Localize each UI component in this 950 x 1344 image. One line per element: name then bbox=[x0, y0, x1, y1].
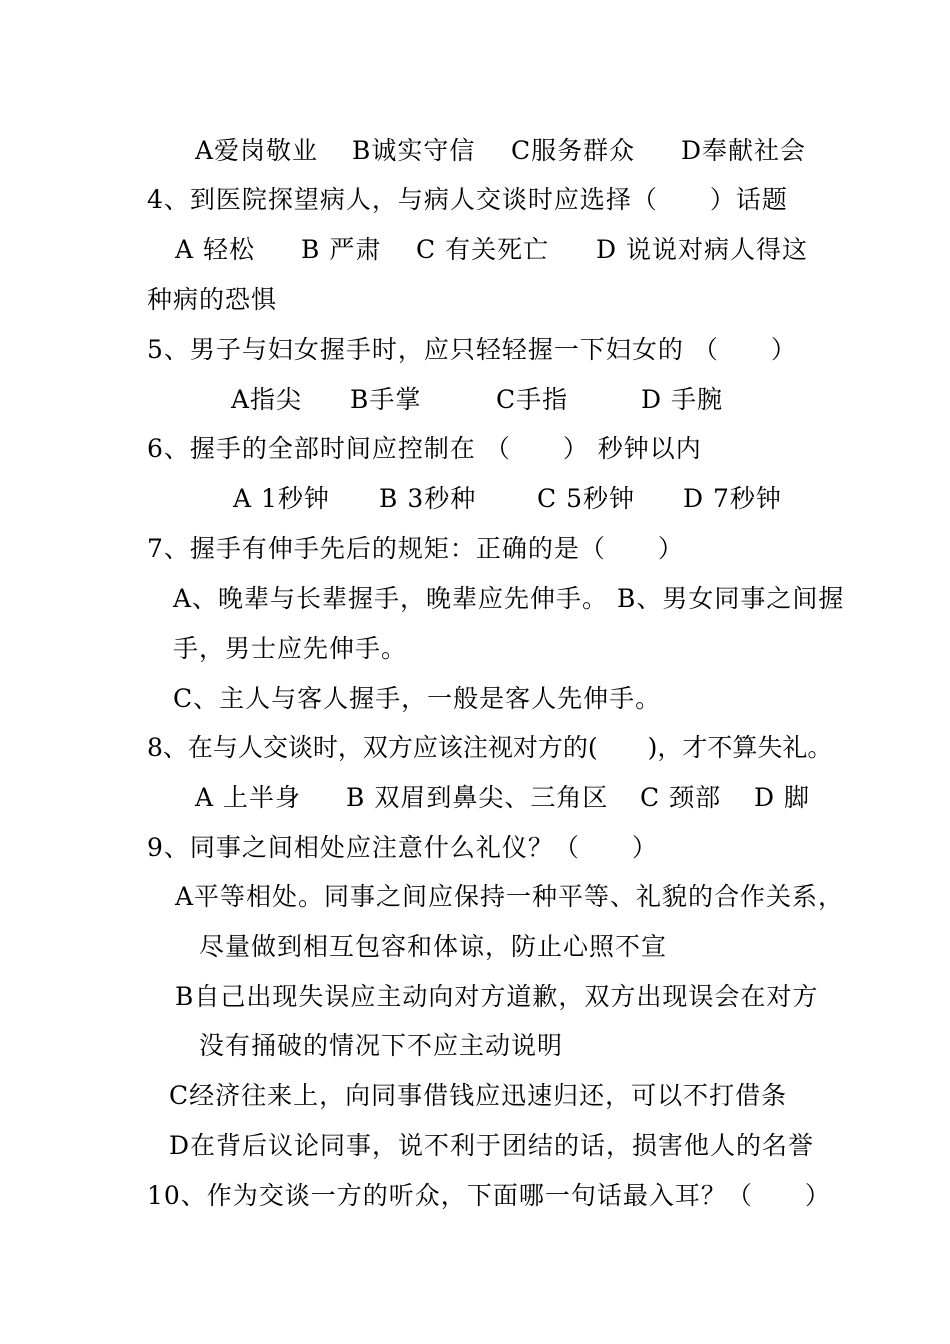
option-a: A指尖 bbox=[231, 385, 303, 414]
option-d: D 手腕 bbox=[641, 385, 723, 414]
question-7: 7、握手有伸手先后的规矩：正确的是（ ） bbox=[147, 534, 684, 563]
option-b: B 严肃 bbox=[301, 235, 382, 264]
option-c: C手指 bbox=[496, 385, 569, 414]
question-10: 10、作为交谈一方的听众，下面哪一句话最入耳？（ ） bbox=[147, 1181, 831, 1210]
option-d: D 脚 bbox=[754, 783, 810, 812]
q6-options bbox=[233, 484, 782, 514]
option-b: B 3秒种 bbox=[379, 484, 477, 513]
q9-option-b-continued: 没有捅破的情况下不应主动说明 bbox=[199, 1031, 564, 1060]
question-8: 8、在与人交谈时，双方应该注视对方的( )，才不算失礼。 bbox=[147, 733, 833, 762]
q9-option-b: B自己出现失误应主动向对方道歉，双方出现误会在对方 bbox=[175, 982, 819, 1011]
q9-option-c: C经济往来上，向同事借钱应迅速归还，可以不打借条 bbox=[169, 1081, 788, 1110]
option-a: A 上半身 bbox=[195, 783, 302, 812]
q7-option-b-continued: 手，男士应先伸手。 bbox=[173, 634, 408, 663]
option-d: D 说说对病人得这 bbox=[596, 235, 808, 264]
option-c: C 5秒钟 bbox=[537, 484, 635, 513]
q9-option-a-continued: 尽量做到相互包容和体谅，防止心照不宣 bbox=[199, 932, 668, 961]
option-c: C 颈部 bbox=[640, 783, 722, 812]
q7-option-c: C、主人与客人握手，一般是客人先伸手。 bbox=[173, 684, 662, 713]
option-b: B 双眉到鼻尖、三角区 bbox=[346, 783, 609, 812]
question-5: 5、男子与妇女握手时，应只轻轻握一下妇女的 （ ） bbox=[147, 335, 797, 364]
q8-options bbox=[195, 783, 810, 813]
question-4: 4、到医院探望病人，与病人交谈时应选择（ ）话题 bbox=[147, 185, 788, 214]
option-d: D奉献社会 bbox=[681, 136, 807, 165]
option-c: C服务群众 bbox=[511, 136, 636, 165]
option-d: D 7秒钟 bbox=[683, 484, 782, 513]
option-b: B手掌 bbox=[350, 385, 422, 414]
q4-options-continued: 种病的恐惧 bbox=[147, 285, 278, 314]
option-a: A爱岗敬业 bbox=[195, 136, 319, 165]
option-a: A 轻松 bbox=[175, 235, 256, 264]
q3-options bbox=[195, 136, 806, 166]
q7-option-ab: A、晚辈与长辈握手，晚辈应先伸手。 B、男女同事之间握 bbox=[173, 584, 845, 613]
question-9: 9、同事之间相处应注意什么礼仪？（ ） bbox=[147, 833, 658, 862]
option-b: B诚实守信 bbox=[352, 136, 476, 165]
option-c: C 有关死亡 bbox=[416, 235, 550, 264]
q5-options bbox=[231, 385, 723, 415]
option-a: A 1秒钟 bbox=[233, 484, 330, 513]
q9-option-a: A平等相处。同事之间应保持一种平等、礼貌的合作关系， bbox=[175, 882, 845, 911]
q9-option-d: D在背后议论同事，说不利于团结的话，损害他人的名誉 bbox=[169, 1131, 815, 1160]
question-6: 6、握手的全部时间应控制在 （ ） 秒钟以内 bbox=[147, 434, 702, 463]
q4-options bbox=[175, 235, 808, 265]
